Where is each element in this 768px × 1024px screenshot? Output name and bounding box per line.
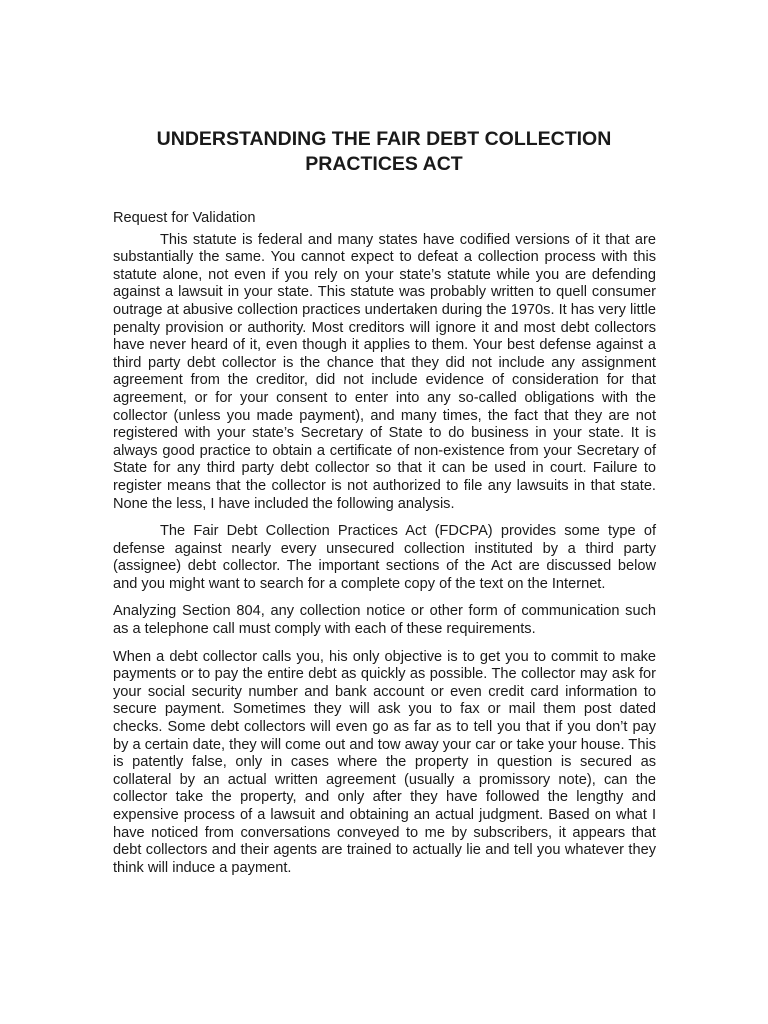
section-heading: Request for Validation	[113, 210, 256, 226]
document-title-line-2: PRACTICES ACT	[305, 153, 463, 175]
paragraph-debt-collector-calls: When a debt collector calls you, his only objective is to get you to commit to make payments or to pay the entire debt as quickly as possible. The collector may ask for your social security number and bank account or even credit card information to secure payment. Sometimes they will ask you to fax or mail them post dated checks. Some debt collectors will even go as far as to tell you that if you don’t pay by a certain date, they will come out and tow away your car or take your house. This is patently false, only in cases where the property in question is secured as collateral by an actual written agreement (usually a promissory note), can the collector take the property, and only after they have followed the lengthy and expensive process of a lawsuit and obtaining an actual judgment. Based on what I have noticed from conversations conveyed to me by subscribers, it appears that debt collectors and their agents are trained to actually lie and tell you whatever they think will induce a payment.	[113, 648, 656, 876]
paragraph-section-804: Analyzing Section 804, any collection notice or other form of communication such as a telephone call must comply with each of these requirements.	[113, 603, 656, 638]
paragraph-statute-overview: This statute is federal and many states have codified versions of it that are substantially the same. You cannot expect to defeat a collection process with this statute alone, not even if you rely on your state’s statute while you are defending against a lawsuit in your state. This statute was probably written to quell consumer outrage at abusive collection practices undertaken during the 1970s. It has very little penalty provision or authority. Most creditors will ignore it and most debt collectors have never heard of it, even though it applies to them. Your best defense against a third party debt collector is the chance that they did not include any assignment agreement from the creditor, did not include evidence of consideration for that agreement, or for your consent to enter into any so-called obligations with the collector (unless you made payment), and many times, the fact that they are not registered with your state’s Secretary of State to do business in your state. It is always good practice to obtain a certificate of non-existence from your Secretary of State for any third party debt collector so that it can be used in court. Failure to register means that the collector is not authorized to file any lawsuits in that state. None the less, I have included the following analysis.	[113, 231, 656, 512]
document-body	[113, 210, 656, 877]
paragraph-fdcpa-defense: The Fair Debt Collection Practices Act (FDCPA) provides some type of defense against nearly every unsecured collection instituted by a third party (assignee) debt collector. The important sections of the Act are discussed below and you might want to search for a complete copy of the text on the Internet.	[113, 523, 656, 592]
document-title-line-1: UNDERSTANDING THE FAIR DEBT COLLECTION	[156, 128, 612, 150]
